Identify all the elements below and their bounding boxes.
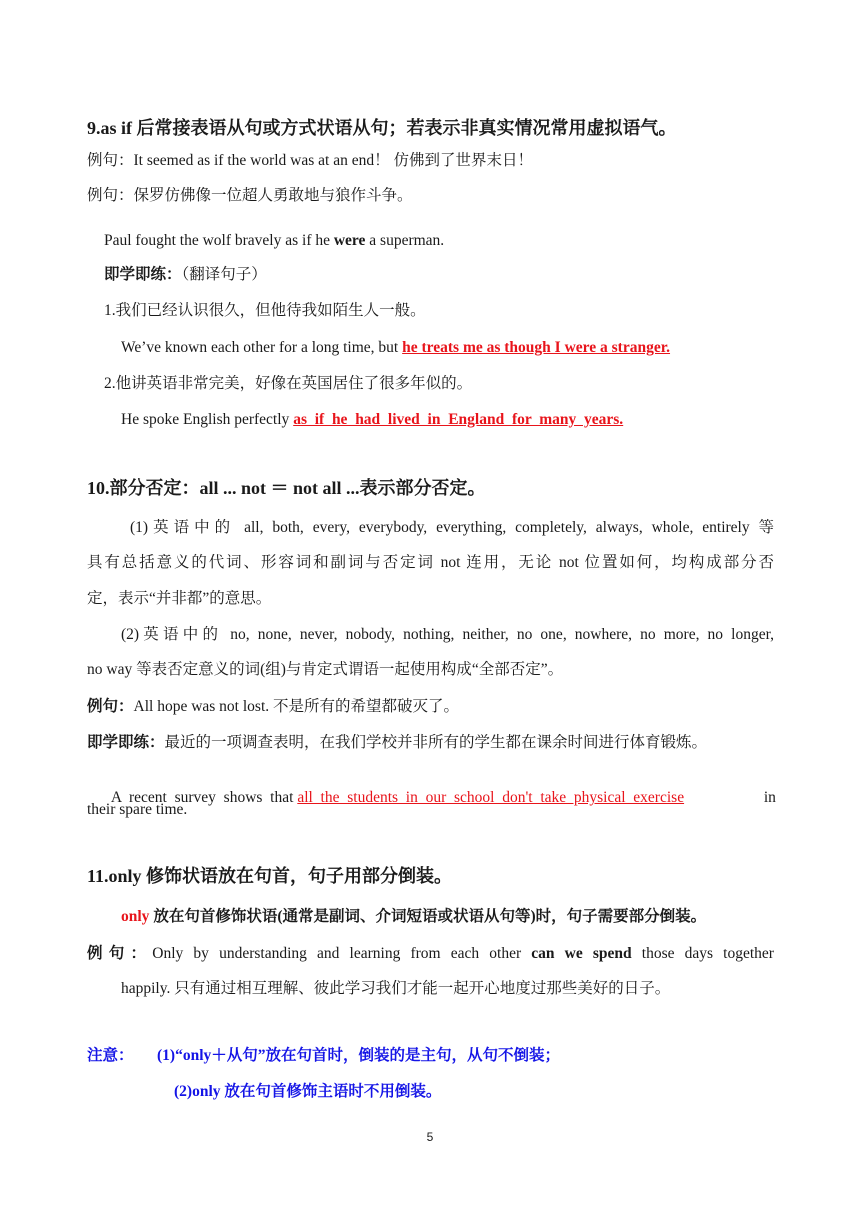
section-10-para-2-line-1: (2)英语中的 no, none, never, nobody, nothing, neither, no one, nowhere, no more, no longer, [121, 626, 774, 643]
example-text: All hope was not lost. 不是所有的希望都破灭了。 [133, 698, 460, 715]
note-2: (2)only 放在句首修饰主语时不用倒装。 [174, 1083, 442, 1100]
section-11-example-line-2: happily. 只有通过相互理解、彼此学习我们才能一起开心地度过那些美好的日子。 [121, 980, 671, 997]
example-text: those days together [631, 945, 774, 962]
section-10-example [87, 697, 459, 717]
section-9-example-2: 例句：保罗仿佛像一位超人勇敢地与狼作斗争。 [87, 187, 413, 204]
section-10-para-1-line-2: 具有总括意义的代词、形容词和副词与否定词 not 连用，无论 not 位置如何，均构成部分否 [87, 554, 774, 571]
section-10-answer-line-1 [104, 768, 776, 808]
answer-prefix: A recent survey shows that [110, 789, 298, 806]
section-9-heading: 9.as if 后常接表语从句或方式状语从句；若表示非真实情况常用虚拟语气。 [87, 118, 677, 138]
sentence-part: a superman. [365, 232, 445, 249]
example-text: Only by understanding and learning from each other [152, 945, 532, 962]
example-label: 例句： [87, 945, 153, 962]
section-10-para-2-line-2: no way 等表否定意义的词(组)与肯定式谓语一起使用构成“全部否定”。 [87, 661, 564, 678]
practice-text: 最近的一项调查表明，在我们学校并非所有的学生都在课余时间进行体育锻炼。 [164, 734, 708, 751]
section-10-practice [87, 733, 707, 753]
section-11-example-line-1 [87, 944, 774, 964]
section-9-english-sentence [104, 231, 444, 251]
answer-text: all the students in our school don't take physical exercise [297, 789, 685, 806]
section-9-example-1: 例句：It seemed as if the world was at an end！ 仿佛到了世界末日！ [87, 152, 533, 169]
section-10-answer-line-2: their spare time. [87, 801, 188, 818]
section-10-heading: 10.部分否定：all ... not ＝ not all ...表示部分否定。 [87, 478, 486, 498]
answer-text: as if he had lived in England for many years. [293, 411, 624, 428]
question-1: 1.我们已经认识很久，但他待我如陌生人一般。 [104, 302, 426, 319]
rule-text: 放在句首修饰状语(通常是副词、介词短语或状语从句等)时，句子需要部分倒装。 [149, 908, 707, 925]
section-11-rule [121, 907, 706, 927]
emphasis-word: were [333, 232, 366, 249]
answer-1 [121, 338, 670, 358]
practice-hint: （翻译句子） [181, 266, 267, 283]
answer-text: he treats me as though I were a stranger. [402, 339, 671, 356]
section-10-para-1-line-3: 定，表示“并非都”的意思。 [87, 590, 272, 607]
section-10-para-1-line-1: (1)英语中的 all, both, every, everybody, everything, completely, always, whole, entirely 等 [130, 519, 774, 536]
practice-label: 即学即练： [104, 266, 182, 283]
section-9-practice [104, 265, 267, 285]
answer-suffix: in [760, 789, 776, 806]
emphasis-words: can we spend [531, 945, 632, 962]
example-label: 例句： [87, 698, 134, 715]
section-11-heading: 11.only 修饰状语放在句首，句子用部分倒装。 [87, 866, 453, 886]
question-2: 2.他讲英语非常完美，好像在英国居住了很多年似的。 [104, 375, 473, 392]
answer-prefix: He spoke English perfectly [121, 411, 294, 428]
practice-label: 即学即练： [87, 734, 165, 751]
sentence-part: Paul fought the wolf bravely as if he [104, 232, 334, 249]
note-label: 注意： [87, 1047, 134, 1064]
page-number: 5 [426, 1130, 434, 1144]
answer-prefix: We’ve known each other for a long time, but [121, 339, 403, 356]
note-1: (1)“only＋从句”放在句首时，倒装的是主句，从句不倒装； [157, 1047, 561, 1064]
answer-2 [121, 410, 623, 430]
rule-keyword: only [121, 908, 150, 925]
